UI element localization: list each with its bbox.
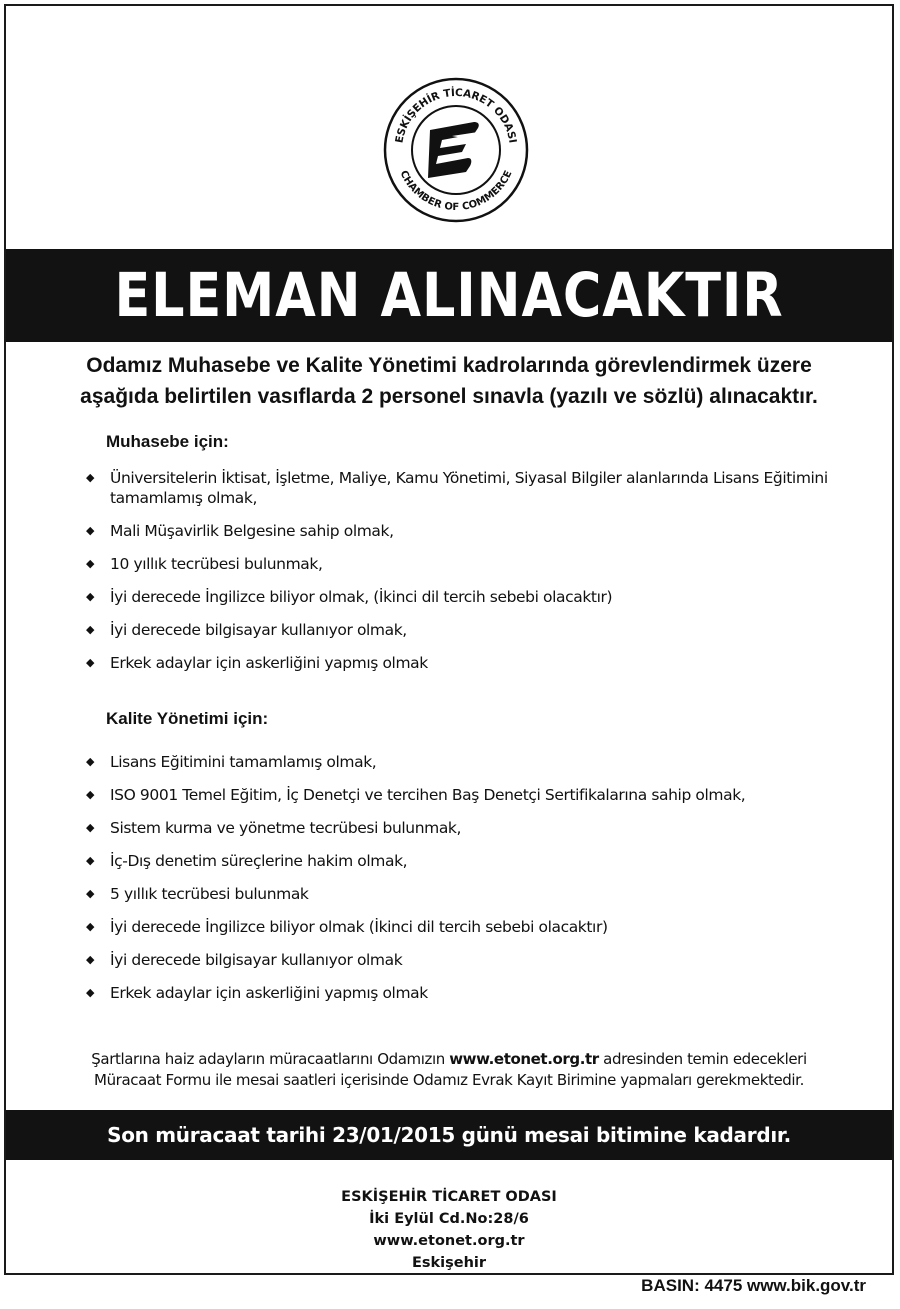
muhasebe-heading: Muhasebe için: (106, 432, 229, 451)
address-block (6, 1186, 892, 1274)
logo-ring-text-top: ESKİŞEHİR TİCARET ODASI (393, 86, 519, 145)
diamond-bullet-icon: ◆ (86, 524, 95, 537)
list-item: ◆ 10 yıllık tecrübesi bulunmak, (86, 555, 323, 573)
list-item: ◆ İç-Dış denetim süreçlerine hakim olmak, (86, 852, 408, 870)
list-item: ◆ Erkek adaylar için askerliğini yapmış olmak (86, 984, 428, 1002)
diamond-bullet-icon: ◆ (86, 920, 95, 933)
note-url: www.etonet.org.tr (449, 1050, 599, 1068)
deadline-banner (6, 1110, 892, 1160)
list-item: ◆ Erkek adaylar için askerliğini yapmış olmak (86, 654, 428, 672)
list-item: ◆ İyi derecede İngilizce biliyor olmak, (İkinci dil tercih sebebi olacaktır) (86, 588, 613, 606)
list-item: ◆ 5 yıllık tecrübesi bulunmak (86, 885, 309, 903)
kalite-heading: Kalite Yönetimi için: (106, 709, 269, 728)
application-note (36, 1049, 862, 1091)
chamber-emblem-icon (382, 76, 530, 224)
logo-ring-text-bottom: CHAMBER OF COMMERCE (397, 168, 515, 214)
diamond-bullet-icon: ◆ (86, 623, 95, 636)
note-line-2: Müracaat Formu ile mesai saatleri içerisinde Odamız Evrak Kayıt Birimine yapmaları gerekmektedir. (94, 1071, 804, 1089)
list-item: ◆ ISO 9001 Temel Eğitim, İç Denetçi ve tercihen Baş Denetçi Sertifikalarına sahip olmak, (86, 786, 746, 804)
diamond-bullet-icon: ◆ (86, 471, 95, 484)
intro-text (26, 350, 872, 412)
intro-line-2: aşağıda belirtilen vasıflarda 2 personel sınavla (yazılı ve sözlü) alınacaktır. (80, 385, 818, 408)
address-web: www.etonet.org.tr (373, 1233, 525, 1249)
muhasebe-list (84, 468, 864, 686)
deadline-text: Son müracaat tarihi 23/01/2015 günü mesai bitimine kadardır. (107, 1123, 791, 1147)
diamond-bullet-icon: ◆ (86, 854, 95, 867)
intro-line-1: Odamız Muhasebe ve Kalite Yönetimi kadrolarında görevlendirmek üzere (86, 354, 812, 377)
chamber-logo (382, 76, 530, 224)
kalite-list (84, 752, 864, 1016)
notice-frame (4, 4, 894, 1275)
diamond-bullet-icon: ◆ (86, 557, 95, 570)
diamond-bullet-icon: ◆ (86, 755, 95, 768)
list-item: ◆ Üniversitelerin İktisat, İşletme, Maliye, Kamu Yönetimi, Siyasal Bilgiler alanlarında Lisans Eğitimini tamamlamış olmak, (86, 469, 828, 507)
diamond-bullet-icon: ◆ (86, 656, 95, 669)
list-item: ◆ İyi derecede bilgisayar kullanıyor olmak (86, 951, 403, 969)
diamond-bullet-icon: ◆ (86, 821, 95, 834)
diamond-bullet-icon: ◆ (86, 986, 95, 999)
address-org: ESKİŞEHİR TİCARET ODASI (341, 1189, 557, 1205)
svg-text:CHAMBER OF COMMERCE (397, 169, 514, 213)
press-reference: BASIN: 4475 www.bik.gov.tr (641, 1276, 866, 1295)
diamond-bullet-icon: ◆ (86, 788, 95, 801)
title-banner (6, 249, 892, 342)
list-item: ◆ Lisans Eğitimini tamamlamış olmak, (86, 753, 377, 771)
list-item: ◆ İyi derecede İngilizce biliyor olmak (İkinci dil tercih sebebi olacaktır) (86, 918, 608, 936)
emblem-shape (428, 122, 479, 178)
diamond-bullet-icon: ◆ (86, 590, 95, 603)
diamond-bullet-icon: ◆ (86, 953, 95, 966)
list-item: ◆ Mali Müşavirlik Belgesine sahip olmak, (86, 522, 394, 540)
note-line-1: Şartlarına haiz adayların müracaatlarını Odamızın www.etonet.org.tr adresinden temin edecekleri (91, 1050, 807, 1068)
list-item: ◆ Sistem kurma ve yönetme tecrübesi bulunmak, (86, 819, 462, 837)
address-city: Eskişehir (411, 1255, 487, 1271)
list-item: ◆ İyi derecede bilgisayar kullanıyor olmak, (86, 621, 407, 639)
address-street: İki Eylül Cd.No:28/6 (369, 1211, 529, 1227)
page-title: ELEMAN ALINACAKTIR (114, 260, 784, 331)
diamond-bullet-icon: ◆ (86, 887, 95, 900)
